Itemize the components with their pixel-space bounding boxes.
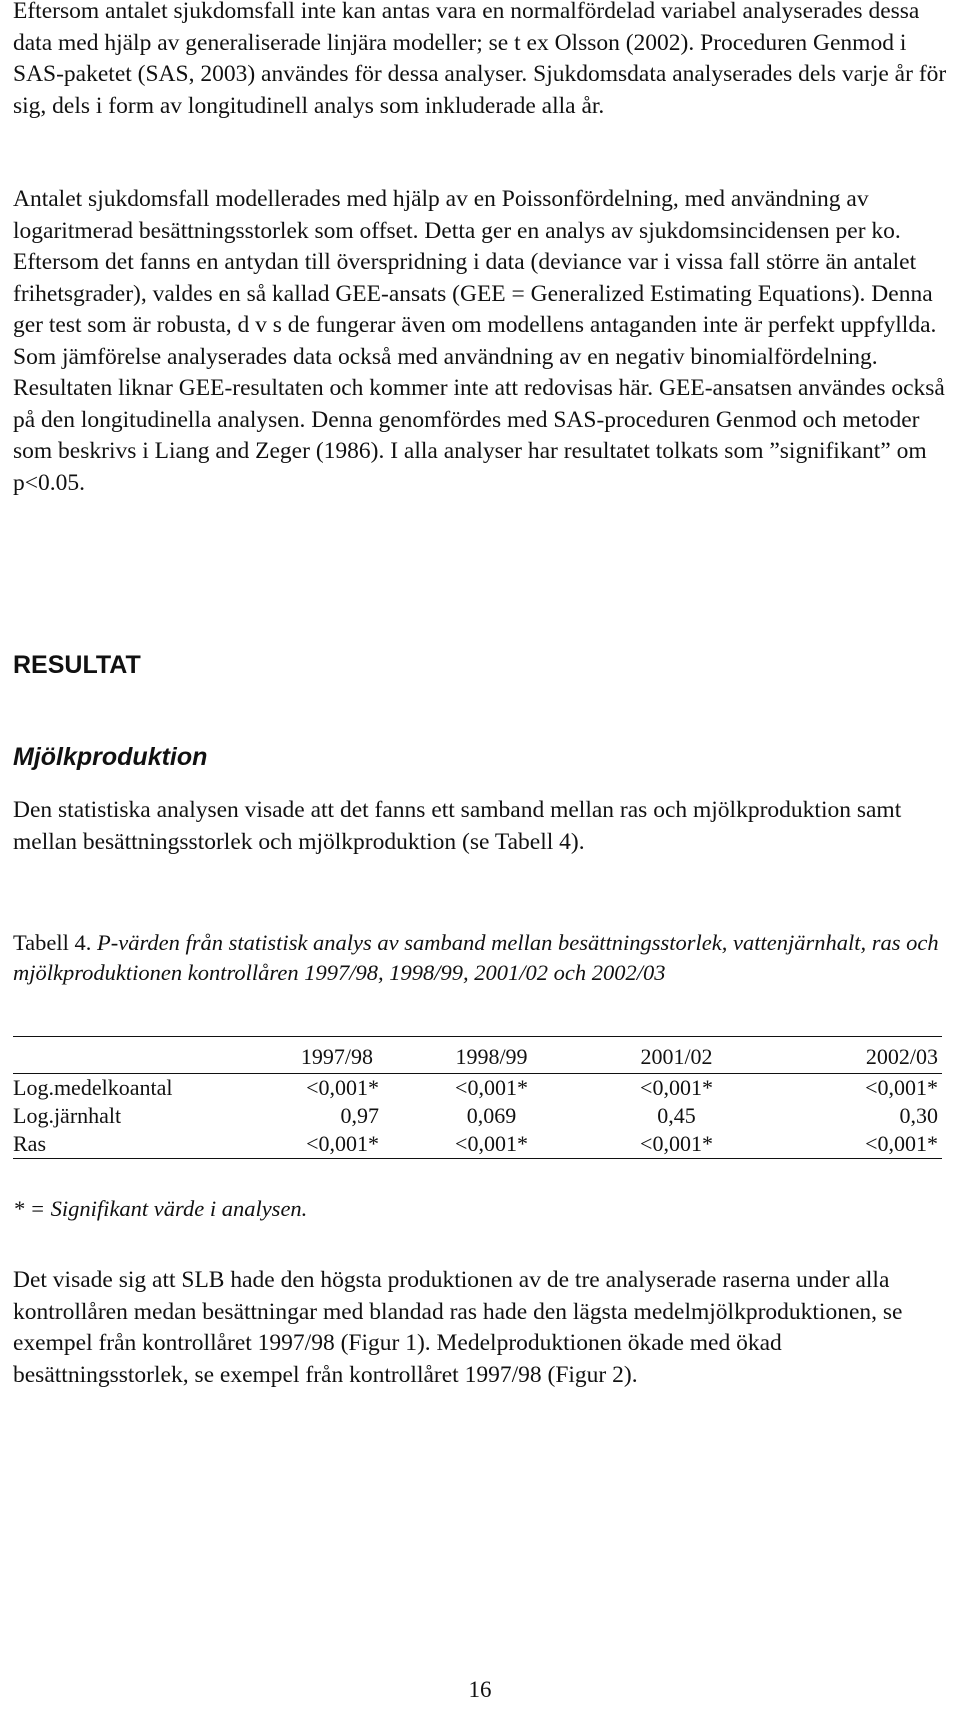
table-caption-text: P-värden från statistisk analys av samband mellan besättningsstorlek, vattenjärnhalt, ras och mjölkproduktionen kontrollåren 1997/98, 1998/99, 2001/02 och 2002/03 <box>13 930 939 985</box>
table-row <box>13 1102 942 1130</box>
paragraph-methods-model: Antalet sjukdomsfall modellerades med hjälp av en Poissonfördelning, med användning av logaritmerad besättningsstorlek som offset. Detta ger en analys av sjukdomsincidensen per ko. Eftersom det fanns en antydan till överspridning i data (deviance var i vissa fall större än antalet frihetsgrader), valdes en så kallad GEE-ansats (GEE = Generalized Estimating Equations). Denna ger test som är robusta, d v s de fungerar även om modellens antaganden inte är perfekt uppfyllda. Som jämförelse analyserades data också med användning av en negativ binomialfördelning. Resultaten liknar GEE-resultaten och kommer inte att redovisas här. GEE-ansatsen användes också på den longitudinella analysen. Denna genomfördes med SAS-proceduren Genmod och metoder som beskrivs i Liang and Zeger (1986). I alla analyser har resultatet tolkats som ”signifikant” om p<0.05. <box>13 186 945 496</box>
table-row-label: Log.järnhalt <box>13 1103 122 1128</box>
page-number: 16 <box>468 1677 492 1702</box>
table-header-row <box>13 1037 942 1074</box>
table-cell: 0,30 <box>899 1103 938 1128</box>
table-caption-label: Tabell 4. <box>13 930 92 955</box>
table-cell: <0,001* <box>769 1130 942 1159</box>
table-cell: <0,001* <box>455 1075 528 1100</box>
paragraph-methods-intro: Eftersom antalet sjukdomsfall inte kan antas vara en normalfördelad variabel analyserades dessa data med hjälp av generaliserade linjära modeller; se t ex Olsson (2002). Proceduren Genmod i SAS-paketet (SAS, 2003) användes för dessa analyser. Sjukdomsdata analyserades dels varje år för sig, dels i form av longitudinell analys som inkluderade alla år. <box>13 0 947 119</box>
table-row-label: Ras <box>13 1130 223 1159</box>
paragraph-results-intro: Den statistiska analysen visade att det fanns ett samband mellan ras och mjölkproduktion samt mellan besättningsstorlek och mjölkproduktion (se Tabell 4). <box>13 797 902 855</box>
table-cell: <0,001* <box>399 1130 584 1159</box>
table-footnote: * = Signifikant värde i analysen. <box>13 1196 308 1221</box>
subsection-heading-mjolkproduktion: Mjölkproduktion <box>13 743 208 771</box>
table-cell: <0,001* <box>223 1130 399 1159</box>
table-row <box>13 1074 942 1103</box>
section-heading-resultat: RESULTAT <box>13 651 141 679</box>
table-header-col: 1998/99 <box>399 1037 584 1074</box>
table-cell: <0,001* <box>584 1130 769 1159</box>
p-value-table <box>13 1036 942 1159</box>
table-row <box>13 1130 942 1159</box>
table-row-label: Log.medelkoantal <box>13 1075 173 1100</box>
table-header-col: 2002/03 <box>769 1037 942 1074</box>
table-cell: 0,97 <box>340 1103 379 1128</box>
table-header-empty <box>13 1037 223 1074</box>
table-caption <box>13 928 948 988</box>
paragraph-results-breeds: Det visade sig att SLB hade den högsta produktionen av de tre analyserade raserna under alla kontrollåren medan besättningar med blandad ras hade den lägsta medelmjölkproduktionen, se exempel från kontrollåret 1997/98 (Figur 1). Medelproduktionen ökade med ökad besättningsstorlek, se exempel från kontrollåret 1997/98 (Figur 2). <box>13 1267 903 1388</box>
table-cell: <0,001* <box>865 1075 938 1100</box>
table-cell: 0,069 <box>466 1103 517 1128</box>
table-header-col: 1997/98 <box>223 1037 399 1074</box>
table-cell: 0,45 <box>657 1103 696 1128</box>
table-cell: <0,001* <box>640 1075 713 1100</box>
table-header-col: 2001/02 <box>584 1037 769 1074</box>
table-cell: <0,001* <box>306 1075 379 1100</box>
